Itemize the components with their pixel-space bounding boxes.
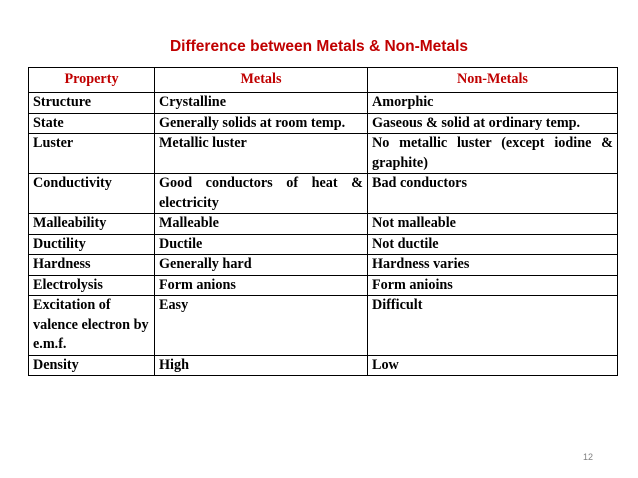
cell-property: Luster (29, 134, 155, 174)
table-row (29, 355, 618, 376)
cell-non-metals: Low (368, 355, 618, 376)
cell-metals: Generally solids at room temp. (155, 113, 368, 134)
table-row (29, 134, 618, 174)
table-row (29, 113, 618, 134)
header-property: Property (29, 68, 155, 93)
cell-non-metals: Bad conductors (368, 174, 618, 214)
header-metals: Metals (155, 68, 368, 93)
cell-property: Ductility (29, 234, 155, 255)
cell-non-metals: Difficult (368, 296, 618, 356)
cell-non-metals: Amorphic (368, 93, 618, 114)
table-row (29, 234, 618, 255)
cell-metals: Metallic luster (155, 134, 368, 174)
page-number: 12 (583, 452, 594, 462)
cell-metals: Crystalline (155, 93, 368, 114)
cell-property: Hardness (29, 255, 155, 276)
cell-metals: Malleable (155, 214, 368, 235)
cell-non-metals: Hardness varies (368, 255, 618, 276)
cell-metals: Ductile (155, 234, 368, 255)
cell-non-metals: Gaseous & solid at ordinary temp. (368, 113, 618, 134)
cell-property: Electrolysis (29, 275, 155, 296)
cell-non-metals: No metallic luster (except iodine & graphite) (368, 134, 618, 174)
cell-non-metals: Form anioins (368, 275, 618, 296)
cell-property: Density (29, 355, 155, 376)
slide-title: Difference between Metals & Non-Metals (169, 38, 468, 55)
cell-metals: High (155, 355, 368, 376)
cell-property: Conductivity (29, 174, 155, 214)
cell-metals: Good conductors of heat & electricity (155, 174, 368, 214)
table-row (29, 214, 618, 235)
header-non-metals: Non-Metals (368, 68, 618, 93)
cell-property: Structure (29, 93, 155, 114)
cell-metals: Generally hard (155, 255, 368, 276)
comparison-table (28, 67, 618, 376)
table-row (29, 275, 618, 296)
table-row (29, 93, 618, 114)
cell-metals: Easy (155, 296, 368, 356)
cell-property: Malleability (29, 214, 155, 235)
table-row (29, 296, 618, 356)
table-row (29, 174, 618, 214)
table-row (29, 255, 618, 276)
cell-non-metals: Not malleable (368, 214, 618, 235)
table-header-row (29, 68, 618, 93)
cell-metals: Form anions (155, 275, 368, 296)
cell-property: State (29, 113, 155, 134)
cell-non-metals: Not ductile (368, 234, 618, 255)
cell-property: Excitation of valence electron by e.m.f. (29, 296, 155, 356)
